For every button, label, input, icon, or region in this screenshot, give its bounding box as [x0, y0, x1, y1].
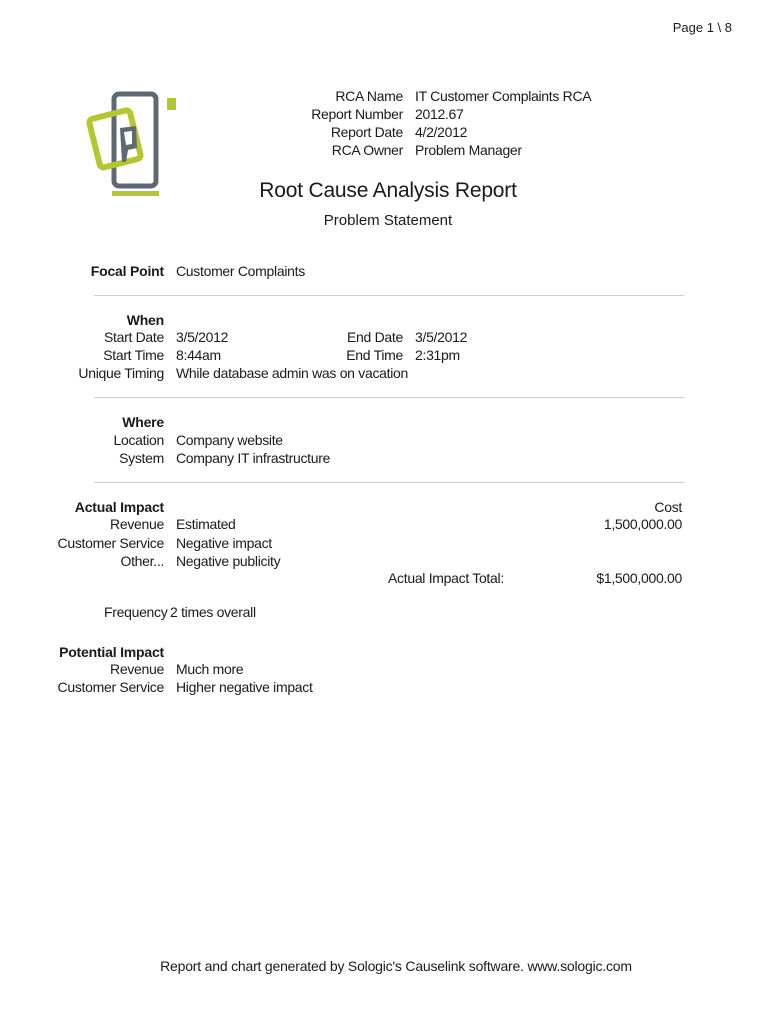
actual-impact-total-label: Actual Impact Total:	[388, 570, 504, 586]
unique-timing-value: While database admin was on vacation	[176, 365, 409, 381]
start-time-value: 8:44am	[176, 347, 221, 363]
actual-impact-heading: Actual Impact	[74, 499, 164, 515]
actual-other-label: Other...	[120, 553, 164, 569]
potential-customer-service-value: Higher negative impact	[176, 679, 313, 695]
divider	[94, 397, 684, 398]
when-heading: When	[126, 312, 164, 328]
frequency-value: 2 times overall	[170, 604, 256, 620]
focal-point-value: Customer Complaints	[176, 263, 305, 279]
report-number-value: 2012.67	[415, 106, 464, 122]
report-title: Root Cause Analysis Report	[259, 179, 517, 202]
end-time-label: End Time	[346, 347, 403, 363]
end-time-value: 2:31pm	[415, 347, 460, 363]
actual-customer-service-label: Customer Service	[57, 535, 164, 551]
rca-owner-label: RCA Owner	[331, 142, 403, 158]
system-value: Company IT infrastructure	[176, 450, 331, 466]
rca-name-label: RCA Name	[335, 88, 403, 104]
actual-impact-total-value: $1,500,000.00	[596, 570, 682, 586]
potential-revenue-label: Revenue	[110, 661, 164, 677]
start-time-label: Start Time	[103, 347, 164, 363]
frequency-label: Frequency	[104, 604, 168, 620]
rca-name-value: IT Customer Complaints RCA	[415, 88, 592, 104]
actual-revenue-cost: 1,500,000.00	[603, 516, 682, 532]
end-date-label: End Date	[347, 329, 403, 345]
divider	[94, 295, 684, 296]
end-date-value: 3/5/2012	[415, 329, 468, 345]
location-label: Location	[113, 432, 164, 448]
divider	[94, 482, 684, 483]
report-number-label: Report Number	[311, 106, 403, 122]
report-subtitle: Problem Statement	[323, 212, 453, 229]
focal-point-label: Focal Point	[90, 263, 164, 279]
actual-revenue-value: Estimated	[176, 516, 236, 532]
potential-revenue-value: Much more	[176, 661, 244, 677]
rca-owner-value: Problem Manager	[415, 142, 522, 158]
location-value: Company website	[176, 432, 283, 448]
actual-customer-service-value: Negative impact	[176, 535, 272, 551]
potential-customer-service-label: Customer Service	[57, 679, 164, 695]
actual-revenue-label: Revenue	[110, 516, 164, 532]
report-date-value: 4/2/2012	[415, 124, 468, 140]
potential-impact-heading: Potential Impact	[59, 644, 164, 660]
where-heading: Where	[122, 414, 164, 430]
start-date-value: 3/5/2012	[176, 329, 229, 345]
actual-other-value: Negative publicity	[176, 553, 281, 569]
page-indicator: Page 1 \ 8	[672, 20, 732, 35]
report-date-label: Report Date	[330, 124, 403, 140]
start-date-label: Start Date	[103, 329, 164, 345]
system-label: System	[119, 450, 164, 466]
unique-timing-label: Unique Timing	[78, 365, 164, 381]
footer-text: Report and chart generated by Sologic's Causelink software. www.sologic.com	[160, 958, 632, 974]
cost-header: Cost	[654, 499, 682, 515]
